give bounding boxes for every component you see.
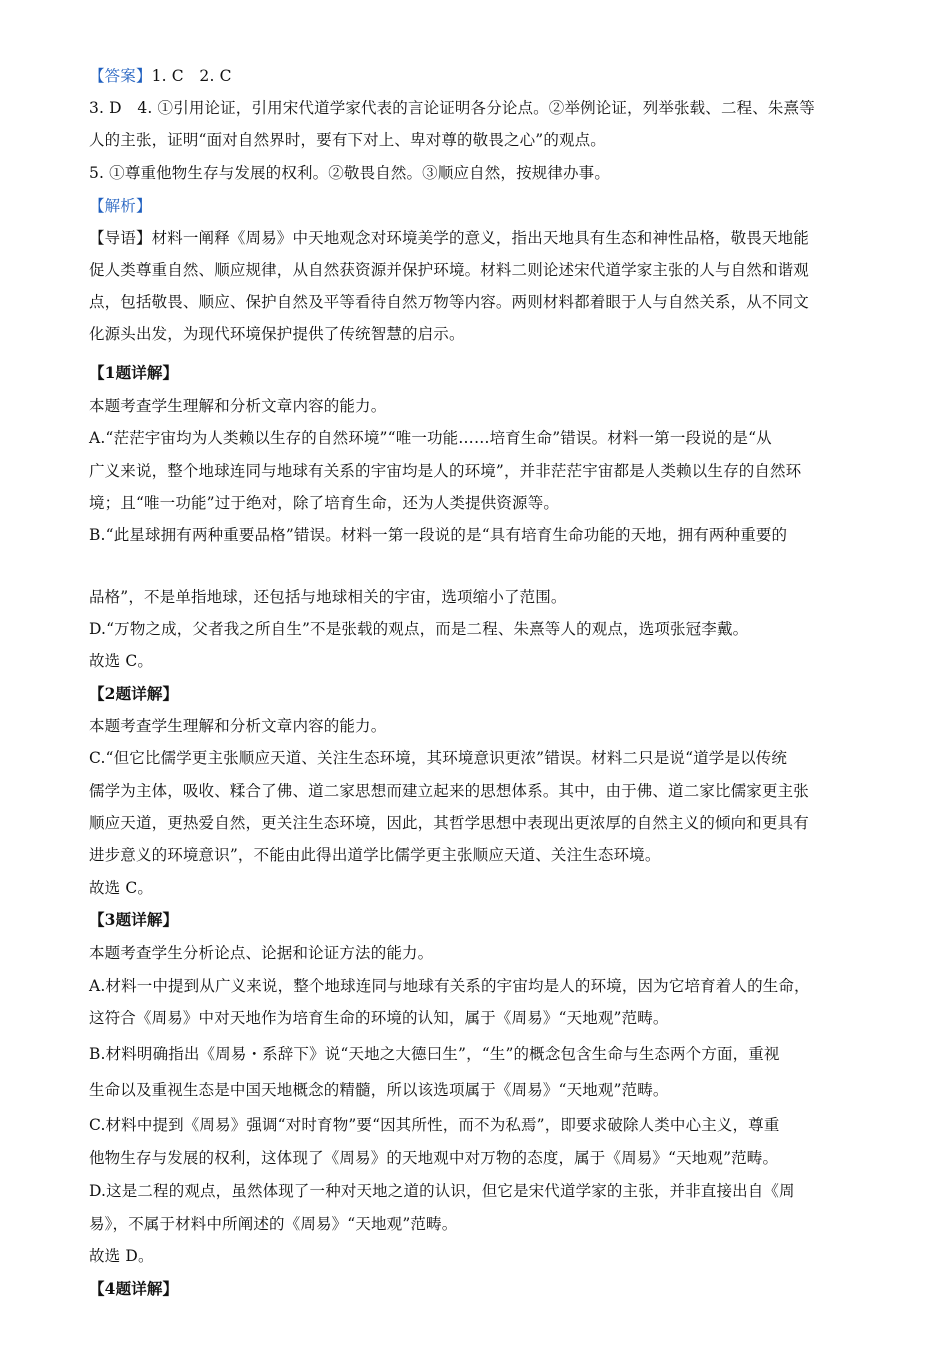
q3-line: 故选 D。 — [89, 1247, 154, 1265]
q3-heading: 【3题详解】 — [89, 910, 179, 929]
answer-line — [89, 66, 864, 86]
q1-line: A.“茫茫宇宙均为人类赖以生存的自然环境”“唯一功能……培育生命”错误。材料一第一段说的是“从 — [89, 429, 772, 447]
q1-line: 故选 C。 — [89, 652, 154, 670]
answer-line: 3. D 4. ①引用论证，引用宋代道学家代表的言论证明各分论点。②举例论证，列举张载、二程、朱熹等 — [89, 99, 815, 117]
q1-line: 广义来说，整个地球连同与地球有关系的宇宙均是人的环境”，并非茫茫宇宙都是人类赖以生存的自然环 — [89, 462, 802, 480]
answer-tag: 【答案】 — [89, 67, 152, 85]
q3-line: 生命以及重视生态是中国天地概念的精髓，所以该选项属于《周易》“天地观”范畴。 — [89, 1081, 669, 1099]
q1-line: D.“万物之成，父者我之所自生”不是张载的观点，而是二程、朱熹等人的观点，选项张冠李戴。 — [89, 620, 749, 638]
analysis-tag: 【解析】 — [89, 197, 152, 215]
intro-line: 促人类尊重自然、顺应规律，从自然获资源并保护环境。材料二则论述宋代道学家主张的人与自然和谐观 — [89, 261, 809, 279]
answer-line: 人的主张，证明“面对自然界时，要有下对上、卑对尊的敬畏之心”的观点。 — [89, 131, 606, 149]
intro-line: 点，包括敬畏、顺应、保护自然及平等看待自然万物等内容。两则材料都着眼于人与自然关系，从不同文 — [89, 293, 809, 311]
q1-line: B.“此星球拥有两种重要品格”错误。材料一第一段说的是“具有培育生命功能的天地，拥有两种重要的 — [89, 526, 788, 544]
q2-line: 儒学为主体，吸收、糅合了佛、道二家思想而建立起来的思想体系。其中，由于佛、道二家比儒家更主张 — [89, 782, 809, 800]
q3-line: 他物生存与发展的权利，这体现了《周易》的天地观中对万物的态度，属于《周易》“天地观”范畴。 — [89, 1149, 779, 1167]
q3-line: 本题考查学生分析论点、论据和论证方法的能力。 — [89, 944, 434, 962]
answer-line: 5. ①尊重他物生存与发展的权利。②敬畏自然。③顺应自然，按规律办事。 — [89, 164, 610, 182]
q3-line: C.材料中提到《周易》强调“对时育物”要“因其所性，而不为私焉”，即要求破除人类中心主义，尊重 — [89, 1116, 780, 1134]
q3-line: A.材料一中提到从广义来说，整个地球连同与地球有关系的宇宙均是人的环境，因为它培育着人的生命， — [89, 977, 810, 995]
intro-line: 【导语】材料一阐释《周易》中天地观念对环境美学的意义，指出天地具有生态和神性品格，敬畏天地能 — [89, 229, 809, 247]
q2-line: 本题考查学生理解和分析文章内容的能力。 — [89, 717, 387, 735]
q1-heading: 【1题详解】 — [89, 363, 179, 382]
q3-line: D.这是二程的观点，虽然体现了一种对天地之道的认识，但它是宋代道学家的主张，并非直接出自《周 — [89, 1182, 795, 1200]
q1-line: 本题考查学生理解和分析文章内容的能力。 — [89, 397, 387, 415]
q1-line: 境；且“唯一功能”过于绝对，除了培育生命，还为人类提供资源等。 — [89, 494, 560, 512]
q3-line: 这符合《周易》中对天地作为培育生命的环境的认知，属于《周易》“天地观”范畴。 — [89, 1009, 669, 1027]
q3-line: 易》，不属于材料中所阐述的《周易》“天地观”范畴。 — [89, 1215, 458, 1233]
q2-line: 顺应天道，更热爱自然，更关注生态环境，因此，其哲学思想中表现出更浓厚的自然主义的倾向和更具有 — [89, 814, 809, 832]
answer-text: 1. C 2. C — [151, 67, 232, 85]
intro-line: 化源头出发，为现代环境保护提供了传统智慧的启示。 — [89, 325, 465, 343]
q2-line: C.“但它比儒学更主张顺应天道、关注生态环境，其环境意识更浓”错误。材料二只是说“道学是以传统 — [89, 749, 788, 767]
q2-line: 进步意义的环境意识”，不能由此得出道学比儒学更主张顺应天道、关注生态环境。 — [89, 846, 661, 864]
q1-line: 品格”，不是单指地球，还包括与地球相关的宇宙，选项缩小了范围。 — [89, 588, 567, 606]
q3-line: B.材料明确指出《周易・系辞下》说“天地之大德曰生”，“生”的概念包含生命与生态两个方面，重视 — [89, 1045, 780, 1063]
q2-line: 故选 C。 — [89, 879, 154, 897]
q4-heading: 【4题详解】 — [89, 1279, 179, 1298]
q2-heading: 【2题详解】 — [89, 684, 179, 703]
